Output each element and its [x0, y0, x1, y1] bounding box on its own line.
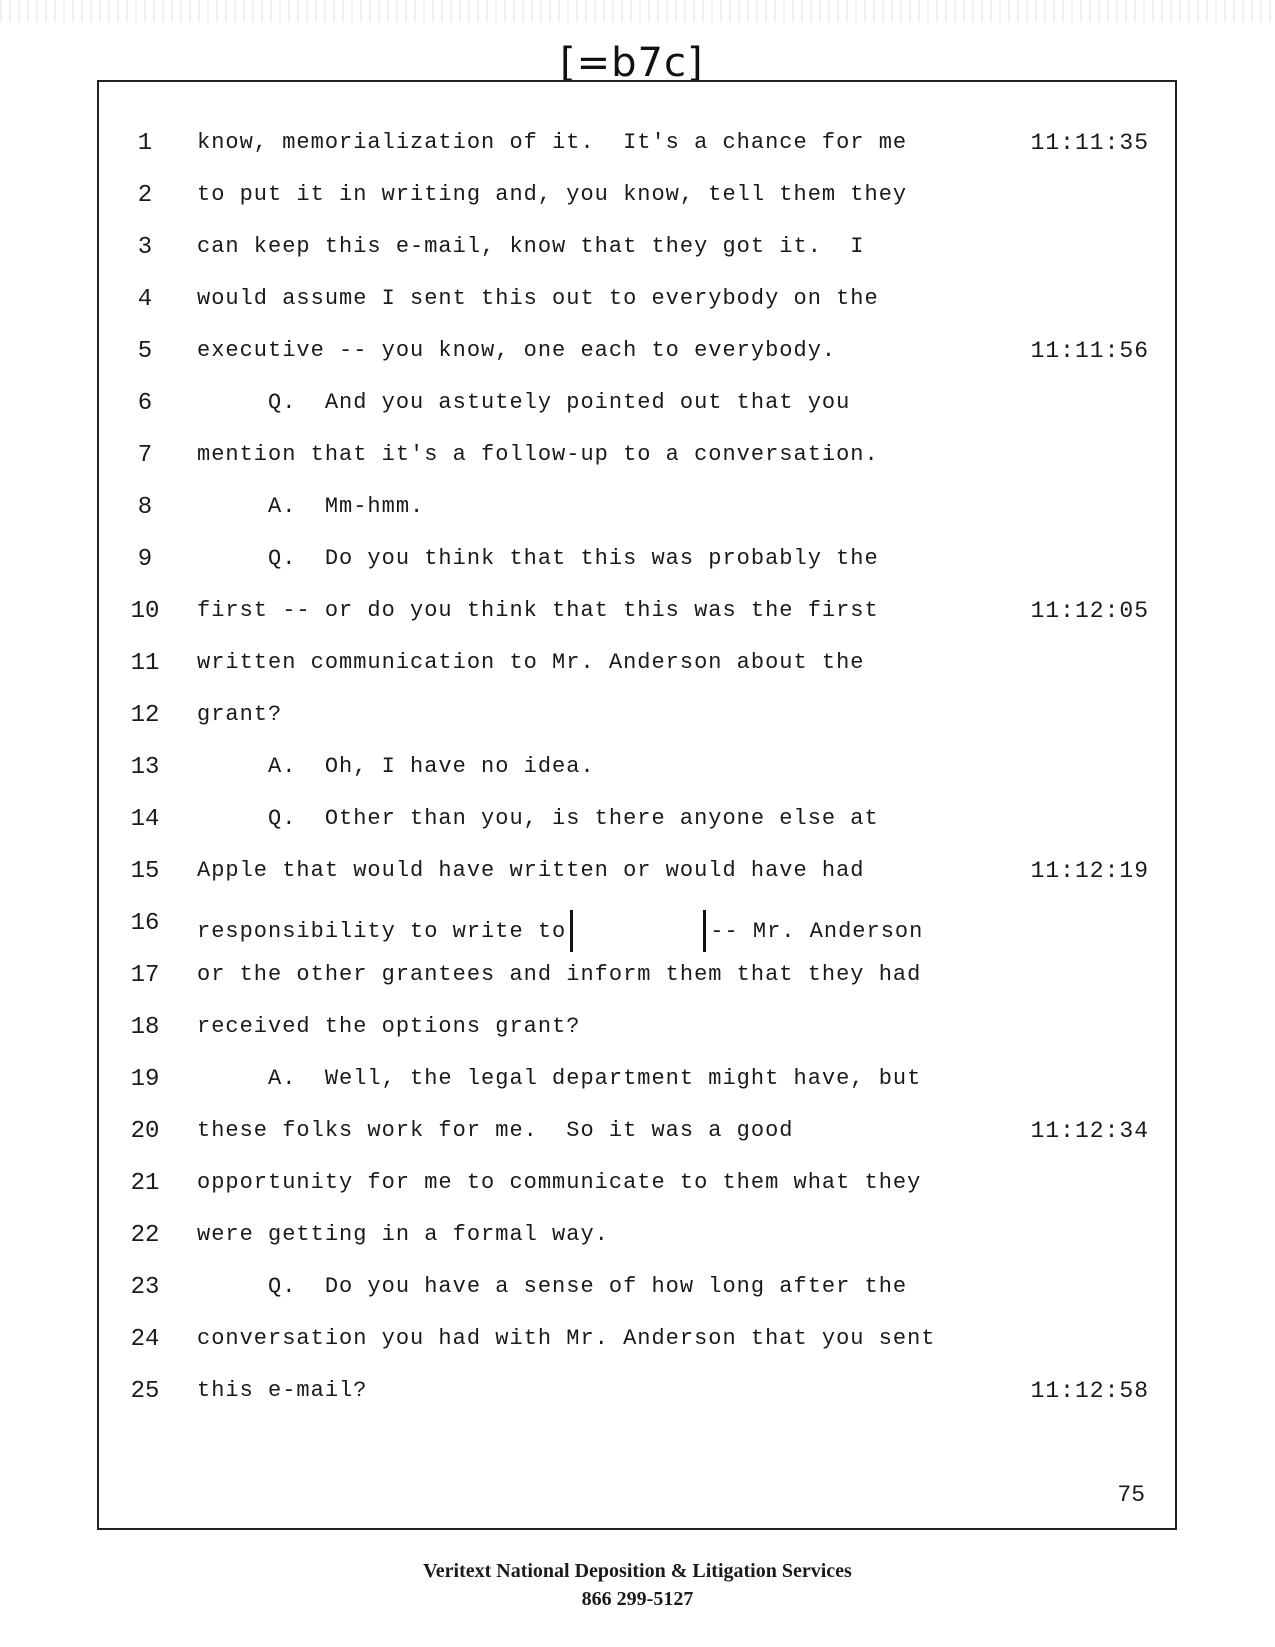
line-number: 18	[130, 1014, 160, 1041]
line-number: 17	[130, 962, 160, 989]
transcript-line	[99, 650, 1179, 690]
line-text: opportunity for me to communicate to them what they	[197, 1170, 922, 1195]
line-number: 11	[130, 650, 160, 677]
transcript-line	[99, 754, 1179, 794]
line-number: 25	[130, 1378, 160, 1405]
scan-noise-strip	[0, 0, 1275, 22]
transcript-line	[99, 546, 1179, 586]
line-text: know, memorialization of it. It's a chance for me	[197, 130, 908, 155]
transcript-line	[99, 286, 1179, 326]
transcript-line	[99, 598, 1179, 638]
transcript-line	[99, 494, 1179, 534]
line-text: Q. And you astutely pointed out that you	[197, 390, 851, 415]
timestamp: 11:12:05	[1030, 598, 1149, 624]
line-number: 20	[130, 1118, 160, 1145]
footer-phone: 866 299-5127	[581, 1588, 694, 1610]
transcript-line	[99, 702, 1179, 742]
line-text: executive -- you know, one each to everybody.	[197, 338, 837, 363]
line-number: 4	[137, 286, 153, 313]
page-number: 75	[1117, 1482, 1145, 1508]
line-number: 9	[137, 546, 153, 573]
line-number: 8	[137, 494, 153, 521]
line-text: conversation you had with Mr. Anderson that you sent	[197, 1326, 936, 1351]
line-text: A. Well, the legal department might have, but	[197, 1066, 922, 1091]
line-number: 12	[130, 702, 160, 729]
transcript-line	[99, 234, 1179, 274]
transcript-line	[99, 858, 1179, 898]
timestamp: 11:11:35	[1030, 130, 1149, 156]
timestamp: 11:11:56	[1030, 338, 1149, 364]
line-text: Q. Do you think that this was probably the	[197, 546, 879, 571]
transcript-line	[99, 130, 1179, 170]
line-number: 5	[137, 338, 153, 365]
timestamp: 11:12:19	[1030, 858, 1149, 884]
transcript-line	[99, 962, 1179, 1002]
line-number: 6	[137, 390, 153, 417]
line-number: 7	[137, 442, 153, 469]
line-text-after-redaction: -- Mr. Anderson	[710, 918, 924, 944]
line-text: or the other grantees and inform them that they had	[197, 962, 922, 987]
line-text: A. Mm-hmm.	[197, 494, 425, 519]
transcript-line	[99, 1274, 1179, 1314]
line-text: grant?	[197, 702, 283, 727]
line-number: 2	[137, 182, 153, 209]
transcript-line	[99, 442, 1179, 482]
transcript-line	[99, 1066, 1179, 1106]
timestamp: 11:12:34	[1030, 1118, 1149, 1144]
redaction-code-label: [=b7c]	[560, 40, 704, 86]
line-number: 19	[130, 1066, 160, 1093]
line-text: Q. Do you have a sense of how long after the	[197, 1274, 908, 1299]
line-text: first -- or do you think that this was the first	[197, 598, 879, 623]
line-text: can keep this e-mail, know that they got it. I	[197, 234, 865, 259]
line-number: 1	[137, 130, 153, 157]
line-text: written communication to Mr. Anderson about the	[197, 650, 865, 675]
line-text: were getting in a formal way.	[197, 1222, 609, 1247]
line-text: Q. Other than you, is there anyone else at	[197, 806, 879, 831]
line-text-before-redaction: responsibility to write to	[197, 918, 567, 944]
redaction-box	[570, 910, 706, 952]
line-number: 21	[130, 1170, 160, 1197]
line-number: 22	[130, 1222, 160, 1249]
transcript-line	[99, 1118, 1179, 1158]
line-text: received the options grant?	[197, 1014, 581, 1039]
line-text: this e-mail?	[197, 1378, 368, 1403]
transcript-line	[99, 1326, 1179, 1366]
line-number: 13	[130, 754, 160, 781]
line-text	[197, 910, 923, 952]
transcript-line	[99, 1378, 1179, 1418]
transcript-line	[99, 1222, 1179, 1262]
line-number: 14	[130, 806, 160, 833]
line-number: 23	[130, 1274, 160, 1301]
line-number: 16	[130, 910, 160, 937]
line-number: 24	[130, 1326, 160, 1353]
line-text: A. Oh, I have no idea.	[197, 754, 595, 779]
line-text: would assume I sent this out to everybody on the	[197, 286, 879, 311]
footer-company: Veritext National Deposition & Litigation Services	[423, 1560, 852, 1582]
transcript-line	[99, 910, 1179, 950]
line-text: to put it in writing and, you know, tell them they	[197, 182, 908, 207]
line-text: mention that it's a follow-up to a conversation.	[197, 442, 879, 467]
line-number: 10	[130, 598, 160, 625]
transcript-line	[99, 182, 1179, 222]
transcript-line	[99, 338, 1179, 378]
line-text: these folks work for me. So it was a good	[197, 1118, 794, 1143]
transcript-line	[99, 1170, 1179, 1210]
timestamp: 11:12:58	[1030, 1378, 1149, 1404]
transcript-line	[99, 390, 1179, 430]
line-number: 15	[130, 858, 160, 885]
line-text: Apple that would have written or would have had	[197, 858, 865, 883]
line-number: 3	[137, 234, 153, 261]
transcript-line	[99, 1014, 1179, 1054]
transcript-line	[99, 806, 1179, 846]
transcript-page-frame	[97, 80, 1177, 1530]
